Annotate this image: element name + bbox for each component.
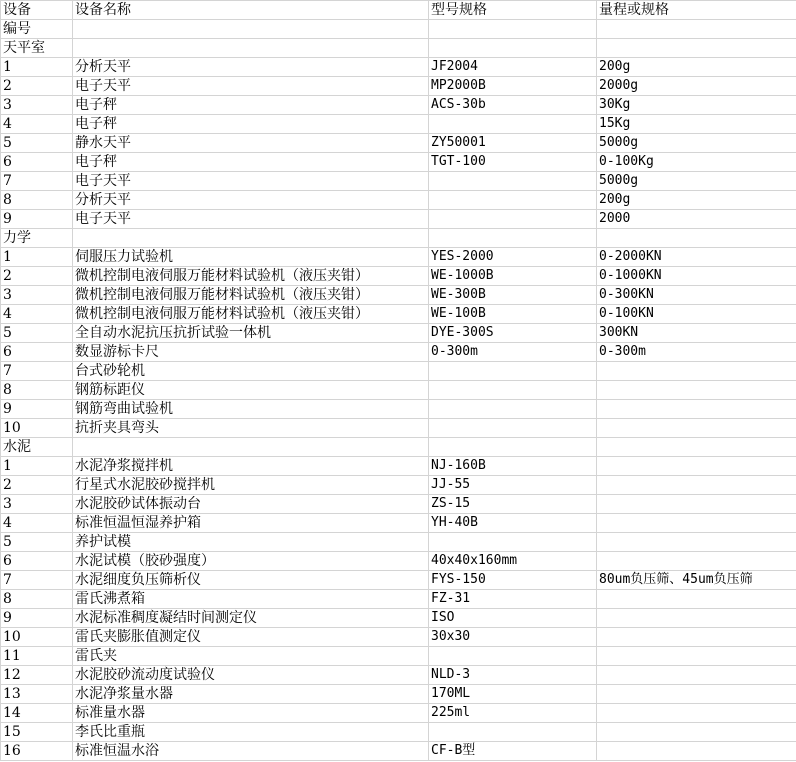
table-row (1, 742, 796, 761)
model-cell[interactable]: WE-1000B (429, 267, 597, 286)
empty-cell[interactable] (429, 39, 597, 58)
model-cell[interactable] (429, 362, 597, 381)
model-cell[interactable]: YH-40B (429, 514, 597, 533)
id-cell[interactable]: 1 (1, 248, 73, 267)
header-range-cell[interactable]: 量程或规格 (597, 1, 796, 20)
name-cell[interactable]: 电子秤 (73, 115, 429, 134)
name-cell[interactable]: 雷氏夹 (73, 647, 429, 666)
model-cell[interactable]: NJ-160B (429, 457, 597, 476)
header-name-cell[interactable]: 设备名称 (73, 1, 429, 20)
table-row (1, 305, 796, 324)
id-cell[interactable]: 12 (1, 666, 73, 685)
range-cell[interactable]: 80um负压筛、45um负压筛 (597, 571, 796, 590)
table-row (1, 77, 796, 96)
id-cell[interactable]: 3 (1, 96, 73, 115)
name-cell[interactable]: 水泥细度负压筛析仪 (73, 571, 429, 590)
range-cell[interactable] (597, 362, 796, 381)
name-cell[interactable]: 电子天平 (73, 77, 429, 96)
id-cell[interactable]: 2 (1, 476, 73, 495)
range-cell[interactable] (597, 723, 796, 742)
model-cell[interactable]: JF2004 (429, 58, 597, 77)
range-cell[interactable] (597, 533, 796, 552)
name-cell[interactable]: 微机控制电液伺服万能材料试验机（液压夹钳） (73, 286, 429, 305)
model-cell[interactable] (429, 172, 597, 191)
range-cell[interactable]: 5000g (597, 172, 796, 191)
name-cell[interactable]: 分析天平 (73, 58, 429, 77)
id-cell[interactable]: 2 (1, 77, 73, 96)
model-cell[interactable] (429, 723, 597, 742)
empty-cell[interactable] (597, 39, 796, 58)
range-cell[interactable] (597, 495, 796, 514)
model-cell[interactable]: 225ml (429, 704, 597, 723)
empty-cell[interactable] (429, 229, 597, 248)
section-title-cell[interactable]: 天平室 (1, 39, 73, 58)
range-cell[interactable]: 0-1000KN (597, 267, 796, 286)
table-row (1, 381, 796, 400)
table-row (1, 457, 796, 476)
id-cell[interactable]: 1 (1, 58, 73, 77)
table-row (1, 533, 796, 552)
id-cell[interactable]: 13 (1, 685, 73, 704)
range-cell[interactable]: 0-100KN (597, 305, 796, 324)
range-cell[interactable]: 30Kg (597, 96, 796, 115)
name-cell[interactable]: 标准量水器 (73, 704, 429, 723)
header-id-cell-2[interactable]: 编号 (1, 20, 73, 39)
range-cell[interactable] (597, 647, 796, 666)
name-cell[interactable]: 标准恒温水浴 (73, 742, 429, 761)
id-cell[interactable]: 6 (1, 153, 73, 172)
table-row (1, 153, 796, 172)
id-cell[interactable]: 16 (1, 742, 73, 761)
section-title-row (1, 39, 796, 58)
empty-cell[interactable] (597, 20, 796, 39)
id-cell[interactable]: 14 (1, 704, 73, 723)
range-cell[interactable]: 5000g (597, 134, 796, 153)
name-cell[interactable]: 养护试模 (73, 533, 429, 552)
header-row-2 (1, 20, 796, 39)
model-cell[interactable]: FYS-150 (429, 571, 597, 590)
table-row (1, 115, 796, 134)
model-cell[interactable]: JJ-55 (429, 476, 597, 495)
id-cell[interactable]: 3 (1, 286, 73, 305)
id-cell[interactable]: 7 (1, 362, 73, 381)
id-cell[interactable]: 6 (1, 343, 73, 362)
table-row (1, 134, 796, 153)
table-row (1, 400, 796, 419)
name-cell[interactable]: 水泥胶砂试体振动台 (73, 495, 429, 514)
name-cell[interactable]: 电子天平 (73, 172, 429, 191)
range-cell[interactable]: 15Kg (597, 115, 796, 134)
name-cell[interactable]: 李氏比重瓶 (73, 723, 429, 742)
name-cell[interactable]: 电子秤 (73, 153, 429, 172)
table-row (1, 191, 796, 210)
table-row (1, 286, 796, 305)
model-cell[interactable] (429, 191, 597, 210)
id-cell[interactable]: 7 (1, 172, 73, 191)
header-row (1, 1, 796, 20)
name-cell[interactable]: 全自动水泥抗压抗折试验一体机 (73, 324, 429, 343)
id-cell[interactable]: 15 (1, 723, 73, 742)
id-cell[interactable]: 4 (1, 514, 73, 533)
table-row (1, 172, 796, 191)
empty-cell[interactable] (597, 229, 796, 248)
table-row (1, 609, 796, 628)
id-cell[interactable]: 4 (1, 305, 73, 324)
model-cell[interactable]: FZ-31 (429, 590, 597, 609)
model-cell[interactable] (429, 115, 597, 134)
table-row (1, 362, 796, 381)
model-cell[interactable]: DYE-300S (429, 324, 597, 343)
name-cell[interactable]: 数显游标卡尺 (73, 343, 429, 362)
empty-cell[interactable] (429, 20, 597, 39)
range-cell[interactable] (597, 381, 796, 400)
name-cell[interactable]: 抗折夹具弯头 (73, 419, 429, 438)
table-row (1, 248, 796, 267)
range-cell[interactable] (597, 514, 796, 533)
name-cell[interactable]: 钢筋标距仪 (73, 381, 429, 400)
id-cell[interactable]: 7 (1, 571, 73, 590)
model-cell[interactable]: NLD-3 (429, 666, 597, 685)
range-cell[interactable] (597, 400, 796, 419)
empty-cell[interactable] (73, 20, 429, 39)
table-row (1, 590, 796, 609)
table-row (1, 514, 796, 533)
id-cell[interactable]: 1 (1, 457, 73, 476)
model-cell[interactable]: ZS-15 (429, 495, 597, 514)
model-cell[interactable] (429, 647, 597, 666)
model-cell[interactable]: YES-2000 (429, 248, 597, 267)
model-cell[interactable]: ACS-30b (429, 96, 597, 115)
model-cell[interactable]: ISO (429, 609, 597, 628)
table-row (1, 647, 796, 666)
id-cell[interactable]: 3 (1, 495, 73, 514)
table-row (1, 704, 796, 723)
header-model-cell[interactable]: 型号规格 (429, 1, 597, 20)
id-cell[interactable]: 9 (1, 210, 73, 229)
table-row (1, 58, 796, 77)
range-cell[interactable]: 200g (597, 58, 796, 77)
name-cell[interactable]: 水泥胶砂流动度试验仪 (73, 666, 429, 685)
name-cell[interactable]: 水泥试模（胶砂强度） (73, 552, 429, 571)
name-cell[interactable]: 行星式水泥胶砂搅拌机 (73, 476, 429, 495)
range-cell[interactable] (597, 552, 796, 571)
table-row (1, 267, 796, 286)
model-cell[interactable] (429, 400, 597, 419)
model-cell[interactable] (429, 381, 597, 400)
name-cell[interactable]: 雷氏夹膨胀值测定仪 (73, 628, 429, 647)
sheet-body (1, 1, 796, 761)
range-cell[interactable]: 2000 (597, 210, 796, 229)
name-cell[interactable]: 电子秤 (73, 96, 429, 115)
name-cell[interactable]: 钢筋弯曲试验机 (73, 400, 429, 419)
table-row (1, 685, 796, 704)
model-cell[interactable]: WE-300B (429, 286, 597, 305)
id-cell[interactable]: 9 (1, 609, 73, 628)
id-cell[interactable]: 4 (1, 115, 73, 134)
range-cell[interactable]: 2000g (597, 77, 796, 96)
id-cell[interactable]: 8 (1, 590, 73, 609)
range-cell[interactable] (597, 476, 796, 495)
table-row (1, 723, 796, 742)
id-cell[interactable]: 9 (1, 400, 73, 419)
model-cell[interactable] (429, 533, 597, 552)
id-cell[interactable]: 10 (1, 628, 73, 647)
empty-cell[interactable] (73, 39, 429, 58)
range-cell[interactable]: 0-2000KN (597, 248, 796, 267)
range-cell[interactable] (597, 419, 796, 438)
range-cell[interactable] (597, 590, 796, 609)
model-cell[interactable]: TGT-100 (429, 153, 597, 172)
id-cell[interactable]: 8 (1, 191, 73, 210)
id-cell[interactable]: 2 (1, 267, 73, 286)
name-cell[interactable]: 伺服压力试验机 (73, 248, 429, 267)
table-row (1, 419, 796, 438)
model-cell[interactable]: CF-B型 (429, 742, 597, 761)
table-row (1, 96, 796, 115)
range-cell[interactable]: 300KN (597, 324, 796, 343)
name-cell[interactable]: 分析天平 (73, 191, 429, 210)
table-row (1, 343, 796, 362)
empty-cell[interactable] (73, 229, 429, 248)
id-cell[interactable]: 10 (1, 419, 73, 438)
range-cell[interactable] (597, 742, 796, 761)
name-cell[interactable]: 水泥标准稠度凝结时间测定仪 (73, 609, 429, 628)
name-cell[interactable]: 静水天平 (73, 134, 429, 153)
table-row (1, 210, 796, 229)
table-row (1, 552, 796, 571)
model-cell[interactable]: 30x30 (429, 628, 597, 647)
name-cell[interactable]: 电子天平 (73, 210, 429, 229)
name-cell[interactable]: 水泥净浆搅拌机 (73, 457, 429, 476)
range-cell[interactable] (597, 628, 796, 647)
section-title-cell[interactable]: 水泥 (1, 438, 73, 457)
section-title-row (1, 438, 796, 457)
model-cell[interactable]: 170ML (429, 685, 597, 704)
table-row (1, 324, 796, 343)
name-cell[interactable]: 雷氏沸煮箱 (73, 590, 429, 609)
model-cell[interactable] (429, 210, 597, 229)
name-cell[interactable]: 标准恒温恒湿养护箱 (73, 514, 429, 533)
model-cell[interactable]: 40x40x160mm (429, 552, 597, 571)
id-cell[interactable]: 6 (1, 552, 73, 571)
id-cell[interactable]: 11 (1, 647, 73, 666)
range-cell[interactable] (597, 666, 796, 685)
range-cell[interactable]: 0-100Kg (597, 153, 796, 172)
range-cell[interactable] (597, 457, 796, 476)
table-row (1, 571, 796, 590)
name-cell[interactable]: 水泥净浆量水器 (73, 685, 429, 704)
table-row (1, 666, 796, 685)
id-cell[interactable]: 8 (1, 381, 73, 400)
range-cell[interactable] (597, 609, 796, 628)
table-row (1, 476, 796, 495)
section-title-cell[interactable]: 力学 (1, 229, 73, 248)
model-cell[interactable]: WE-100B (429, 305, 597, 324)
table-row (1, 628, 796, 647)
id-cell[interactable]: 5 (1, 324, 73, 343)
id-cell[interactable]: 5 (1, 533, 73, 552)
name-cell[interactable]: 微机控制电液伺服万能材料试验机（液压夹钳） (73, 305, 429, 324)
range-cell[interactable] (597, 685, 796, 704)
model-cell[interactable] (429, 419, 597, 438)
empty-cell[interactable] (73, 438, 429, 457)
model-cell[interactable]: ZY50001 (429, 134, 597, 153)
model-cell[interactable]: MP2000B (429, 77, 597, 96)
range-cell[interactable]: 200g (597, 191, 796, 210)
name-cell[interactable]: 微机控制电液伺服万能材料试验机（液压夹钳） (73, 267, 429, 286)
header-id-cell[interactable]: 设备 (1, 1, 73, 20)
empty-cell[interactable] (429, 438, 597, 457)
range-cell[interactable] (597, 704, 796, 723)
range-cell[interactable]: 0-300KN (597, 286, 796, 305)
id-cell[interactable]: 5 (1, 134, 73, 153)
range-cell[interactable]: 0-300m (597, 343, 796, 362)
section-title-row (1, 229, 796, 248)
table-row (1, 495, 796, 514)
model-cell[interactable]: 0-300m (429, 343, 597, 362)
empty-cell[interactable] (597, 438, 796, 457)
name-cell[interactable]: 台式砂轮机 (73, 362, 429, 381)
